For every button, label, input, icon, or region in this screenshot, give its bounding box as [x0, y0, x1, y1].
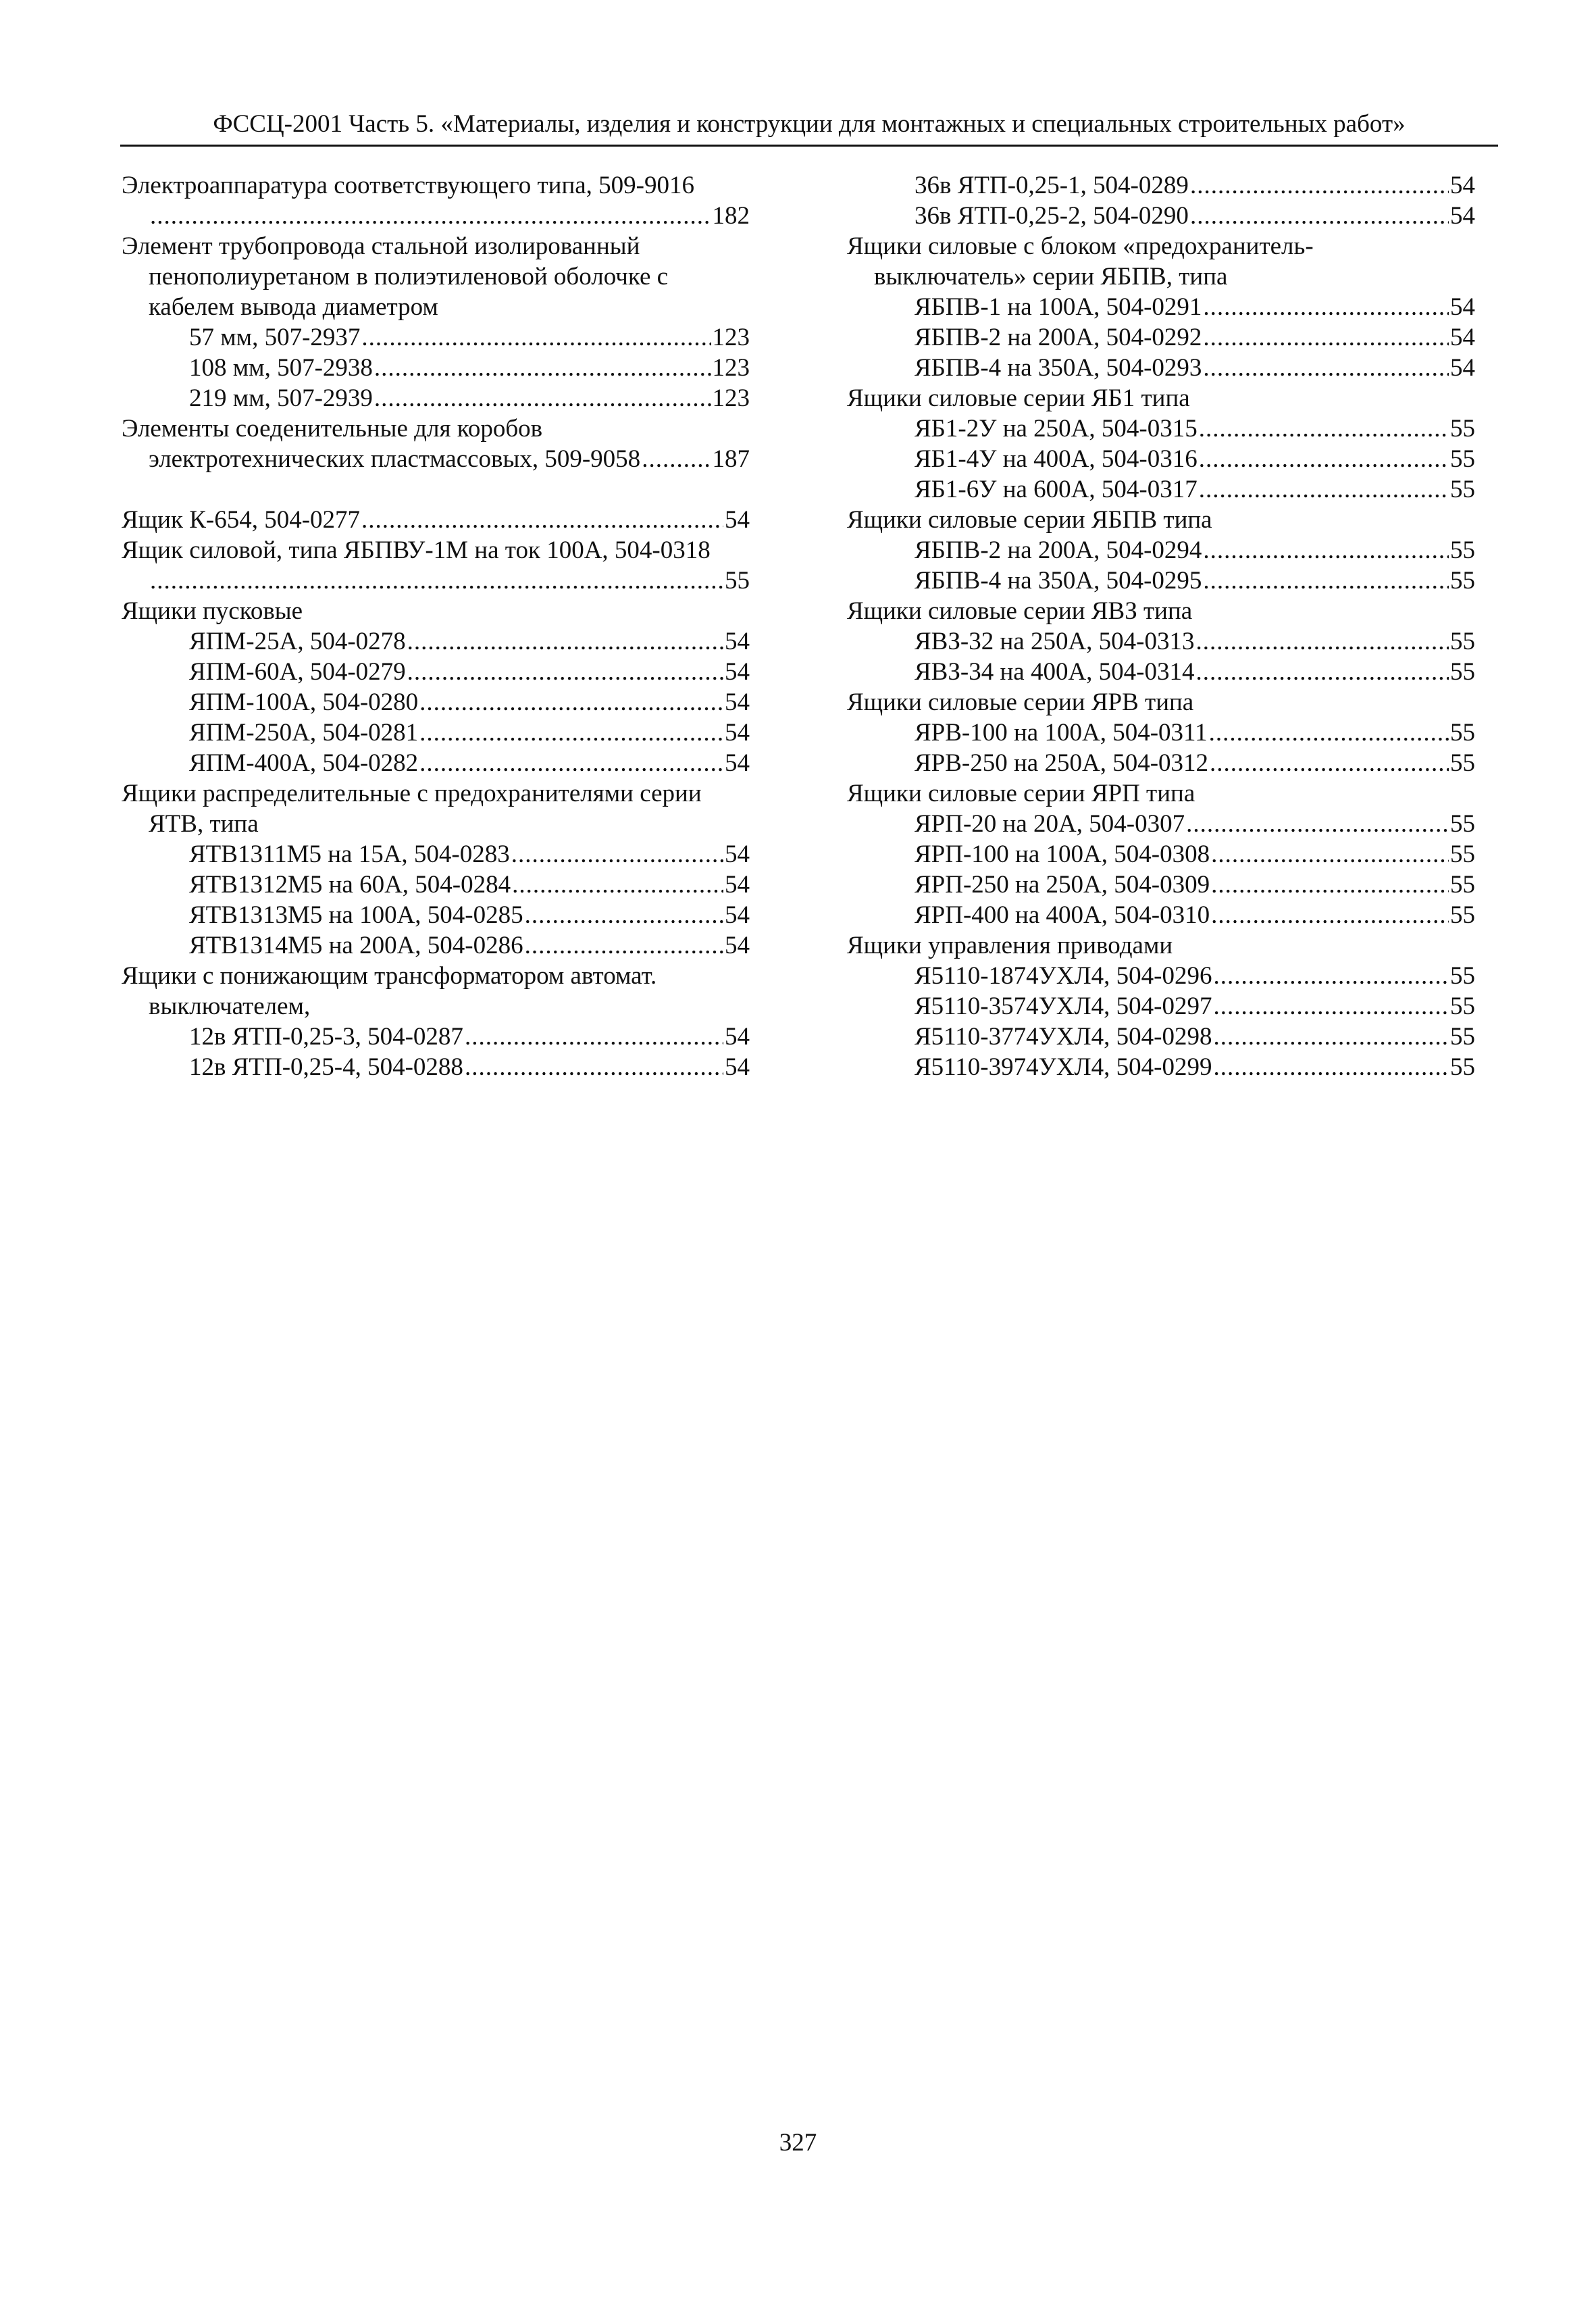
- index-entry: [122, 383, 750, 413]
- index-entry-page: 54: [725, 1053, 750, 1081]
- index-entry: [847, 748, 1475, 778]
- index-entry-label: электротехнических пластмассовых, 509-9058: [149, 445, 641, 473]
- dot-leader: [1211, 839, 1449, 870]
- dot-leader: [511, 839, 723, 870]
- index-entry: [847, 170, 1475, 201]
- index-entry: [122, 1052, 750, 1082]
- index-entry-page: 55: [1450, 658, 1475, 686]
- index-entry-label: ЯПМ-100А, 504-0280: [189, 688, 419, 716]
- index-entry: [122, 1022, 750, 1052]
- index-entry-page: 54: [725, 749, 750, 777]
- index-entry-label: 219 мм, 507-2939: [189, 384, 373, 412]
- index-entry: [847, 900, 1475, 930]
- dot-leader: [407, 626, 723, 657]
- dot-leader: [1203, 292, 1449, 322]
- index-entry-label: 108 мм, 507-2938: [189, 354, 373, 382]
- index-heading: Ящик силовой, типа ЯБПВУ-1М на ток 100А, 504-0318: [122, 536, 711, 564]
- index-entry-page: 187: [712, 445, 750, 473]
- index-entry-label: Я5110-3774УХЛ4, 504-0298: [915, 1023, 1212, 1051]
- index-heading: Ящики с понижающим трансформатором автомат.: [122, 962, 657, 990]
- dot-leader: [1203, 565, 1449, 596]
- spacer: [122, 474, 750, 505]
- index-entry-page: 54: [725, 688, 750, 716]
- index-entry: [122, 657, 750, 687]
- index-entry: [847, 718, 1475, 748]
- index-entry: [847, 657, 1475, 687]
- index-entry-label: 36в ЯТП-0,25-1, 504-0289: [915, 172, 1189, 199]
- index-entry-label: ЯРП-250 на 250А, 504-0309: [915, 871, 1210, 899]
- index-entry: [847, 1052, 1475, 1082]
- index-heading: Ящики силовые серии ЯРВ типа: [847, 688, 1194, 716]
- index-entry-page: 54: [1450, 324, 1475, 351]
- index-heading: Ящики управления приводами: [847, 932, 1173, 959]
- index-heading: Ящики силовые серии ЯБПВ типа: [847, 506, 1212, 534]
- index-entry: [122, 565, 750, 596]
- dot-leader: [1199, 474, 1449, 505]
- page-number: 327: [779, 2129, 817, 2157]
- index-entry-label: ЯБ1-6У на 600А, 504-0317: [915, 476, 1198, 503]
- index-entry-page: 123: [712, 354, 750, 382]
- dot-leader: [1213, 1052, 1449, 1082]
- dot-leader: [1190, 170, 1449, 201]
- index-entry-page: 54: [725, 658, 750, 686]
- index-entry-label: ЯТВ1314М5 на 200А, 504-0286: [189, 932, 523, 959]
- index-entry-label: ЯТВ1312М5 на 60А, 504-0284: [189, 871, 511, 899]
- index-entry-label: ЯБПВ-2 на 200А, 504-0294: [915, 536, 1202, 564]
- dot-leader: [407, 657, 723, 687]
- index-entry: [122, 444, 750, 474]
- index-heading: Ящики силовые с блоком «предохранитель-: [847, 232, 1314, 260]
- index-entry: [847, 201, 1475, 231]
- dot-leader: [1186, 809, 1449, 839]
- dot-leader: [1210, 748, 1449, 778]
- index-entry-label: ЯБПВ-2 на 200А, 504-0292: [915, 324, 1202, 351]
- index-entry: [122, 718, 750, 748]
- index-entry-label: ЯТВ1311М5 на 15А, 504-0283: [189, 840, 510, 868]
- index-entry-label: 12в ЯТП-0,25-4, 504-0288: [189, 1053, 463, 1081]
- index-entry: [122, 505, 750, 535]
- index-entry-label: ЯПМ-25А, 504-0278: [189, 628, 406, 655]
- dot-leader: [1211, 900, 1449, 930]
- dot-leader: [1199, 413, 1449, 444]
- index-entry-page: 55: [725, 567, 750, 595]
- index-entry-page: 55: [1450, 719, 1475, 747]
- index-column-right: [847, 170, 1475, 1082]
- dot-leader: [419, 718, 723, 748]
- index-entry-page: 54: [725, 932, 750, 959]
- index-entry: [122, 900, 750, 930]
- index-heading-continuation: выключателем,: [149, 992, 311, 1020]
- dot-leader: [361, 322, 711, 353]
- index-entry: [847, 839, 1475, 870]
- index-entry-page: 55: [1450, 962, 1475, 990]
- index-heading: Ящики силовые серии ЯВЗ типа: [847, 597, 1193, 625]
- dot-leader: [150, 565, 723, 596]
- index-entry-page: 54: [725, 901, 750, 929]
- index-column-left: [122, 170, 750, 1082]
- index-heading: Ящики распределительные с предохранителями серии: [122, 780, 702, 807]
- index-entry: [122, 201, 750, 231]
- index-entry-label: ЯБ1-2У на 250А, 504-0315: [915, 415, 1198, 443]
- dot-leader: [525, 930, 723, 961]
- index-entry-label: Я5110-1874УХЛ4, 504-0296: [915, 962, 1212, 990]
- index-entry-label: ЯРВ-100 на 100А, 504-0311: [915, 719, 1208, 747]
- index-entry-page: 55: [1450, 536, 1475, 564]
- index-heading: Элемент трубопровода стальной изолированный: [122, 232, 640, 260]
- index-heading-continuation: пенополиуретаном в полиэтиленовой оболочке с: [149, 263, 669, 291]
- dot-leader: [374, 383, 711, 413]
- index-entry: [847, 413, 1475, 444]
- index-entry-page: 54: [1450, 354, 1475, 382]
- index-heading-continuation: ЯТВ, типа: [149, 810, 259, 838]
- index-entry-label: Я5110-3974УХЛ4, 504-0299: [915, 1053, 1212, 1081]
- index-entry-page: 54: [1450, 172, 1475, 199]
- index-entry-page: 123: [712, 324, 750, 351]
- index-entry: [847, 322, 1475, 353]
- index-entry-page: 182: [712, 202, 750, 230]
- index-heading-continuation: кабелем вывода диаметром: [149, 293, 438, 321]
- index-entry: [122, 687, 750, 718]
- index-entry-page: 55: [1450, 628, 1475, 655]
- index-entry: [122, 353, 750, 383]
- index-entry-label: 36в ЯТП-0,25-2, 504-0290: [915, 202, 1189, 230]
- index-heading: Ящики силовые серии ЯРП типа: [847, 780, 1195, 807]
- index-entry-label: 12в ЯТП-0,25-3, 504-0287: [189, 1023, 463, 1051]
- dot-leader: [1195, 626, 1449, 657]
- index-entry: [847, 1022, 1475, 1052]
- dot-leader: [465, 1022, 723, 1052]
- running-header: ФССЦ-2001 Часть 5. «Материалы, изделия и конструкции для монтажных и специальных строительных работ»: [213, 110, 1406, 138]
- index-entry-page: 55: [1450, 871, 1475, 899]
- index-entry: [847, 444, 1475, 474]
- dot-leader: [150, 201, 711, 231]
- index-entry-page: 55: [1450, 901, 1475, 929]
- index-entry-label: ЯБПВ-4 на 350А, 504-0295: [915, 567, 1202, 595]
- index-entry-page: 55: [1450, 1053, 1475, 1081]
- index-entry: [847, 809, 1475, 839]
- index-entry: [847, 353, 1475, 383]
- index-entry-label: ЯВЗ-32 на 250А, 504-0313: [915, 628, 1195, 655]
- dot-leader: [419, 687, 723, 718]
- index-entry: [847, 961, 1475, 991]
- dot-leader: [1195, 657, 1449, 687]
- dot-leader: [1213, 991, 1449, 1022]
- index-entry: [122, 930, 750, 961]
- index-entry-page: 54: [725, 1023, 750, 1051]
- dot-leader: [525, 900, 723, 930]
- dot-leader: [1211, 870, 1449, 900]
- index-entry-label: Я5110-3574УХЛ4, 504-0297: [915, 992, 1212, 1020]
- dot-leader: [361, 505, 723, 535]
- index-entry-label: ЯБПВ-1 на 100А, 504-0291: [915, 293, 1202, 321]
- index-entry-label: ЯРП-100 на 100А, 504-0308: [915, 840, 1210, 868]
- dot-leader: [512, 870, 723, 900]
- index-heading: Электроаппаратура соответствующего типа, 509-9016: [122, 172, 694, 199]
- index-entry-page: 54: [1450, 202, 1475, 230]
- index-entry-page: 55: [1450, 749, 1475, 777]
- dot-leader: [1213, 961, 1449, 991]
- index-entry-page: 54: [725, 628, 750, 655]
- index-entry: [847, 991, 1475, 1022]
- index-entry-label: ЯРВ-250 на 250А, 504-0312: [915, 749, 1209, 777]
- index-entry: [122, 839, 750, 870]
- index-entry-page: 54: [1450, 293, 1475, 321]
- index-entry-page: 55: [1450, 415, 1475, 443]
- dot-leader: [1203, 322, 1449, 353]
- index-entry-page: 54: [725, 506, 750, 534]
- dot-leader: [1213, 1022, 1449, 1052]
- index-entry-label: ЯБ1-4У на 400А, 504-0316: [915, 445, 1198, 473]
- index-entry-label: ЯРП-20 на 20А, 504-0307: [915, 810, 1185, 838]
- index-entry-page: 55: [1450, 567, 1475, 595]
- index-entry: [122, 870, 750, 900]
- index-entry: [847, 565, 1475, 596]
- index-entry-page: 55: [1450, 840, 1475, 868]
- dot-leader: [465, 1052, 723, 1082]
- index-entry-label: ЯБПВ-4 на 350А, 504-0293: [915, 354, 1202, 382]
- index-entry-page: 54: [725, 719, 750, 747]
- index-entry: [847, 474, 1475, 505]
- dot-leader: [1190, 201, 1449, 231]
- index-entry: [122, 626, 750, 657]
- header-rule: [120, 145, 1498, 147]
- index-entry-page: 54: [725, 840, 750, 868]
- dot-leader: [374, 353, 711, 383]
- index-entry-label: ЯВЗ-34 на 400А, 504-0314: [915, 658, 1195, 686]
- index-entry-page: 55: [1450, 445, 1475, 473]
- index-heading: Ящики силовые серии ЯБ1 типа: [847, 384, 1190, 412]
- dot-leader: [1203, 353, 1449, 383]
- index-entry-label: ЯРП-400 на 400А, 504-0310: [915, 901, 1210, 929]
- index-entry-page: 55: [1450, 476, 1475, 503]
- index-entry: [847, 870, 1475, 900]
- index-entry: [847, 535, 1475, 565]
- dot-leader: [1199, 444, 1449, 474]
- index-entry: [847, 292, 1475, 322]
- index-entry-label: 57 мм, 507-2937: [189, 324, 361, 351]
- index-entry-label: Ящик К-654, 504-0277: [122, 506, 361, 534]
- dot-leader: [642, 444, 711, 474]
- dot-leader: [419, 748, 723, 778]
- index-entry: [122, 748, 750, 778]
- index-entry-page: 123: [712, 384, 750, 412]
- index-entry-label: ЯТВ1313М5 на 100А, 504-0285: [189, 901, 523, 929]
- index-heading: Ящики пусковые: [122, 597, 303, 625]
- index-entry-page: 54: [725, 871, 750, 899]
- index-entry-page: 55: [1450, 810, 1475, 838]
- index-heading-continuation: выключатель» серии ЯБПВ, типа: [874, 263, 1228, 291]
- dot-leader: [1209, 718, 1449, 748]
- index-entry-label: ЯПМ-60А, 504-0279: [189, 658, 406, 686]
- index-entry: [847, 626, 1475, 657]
- index-entry-page: 55: [1450, 1023, 1475, 1051]
- index-entry-label: ЯПМ-250А, 504-0281: [189, 719, 419, 747]
- dot-leader: [1203, 535, 1449, 565]
- index-entry: [122, 322, 750, 353]
- index-heading: Элементы соеденительные для коробов: [122, 415, 543, 443]
- index-entry-label: ЯПМ-400А, 504-0282: [189, 749, 419, 777]
- index-entry-page: 55: [1450, 992, 1475, 1020]
